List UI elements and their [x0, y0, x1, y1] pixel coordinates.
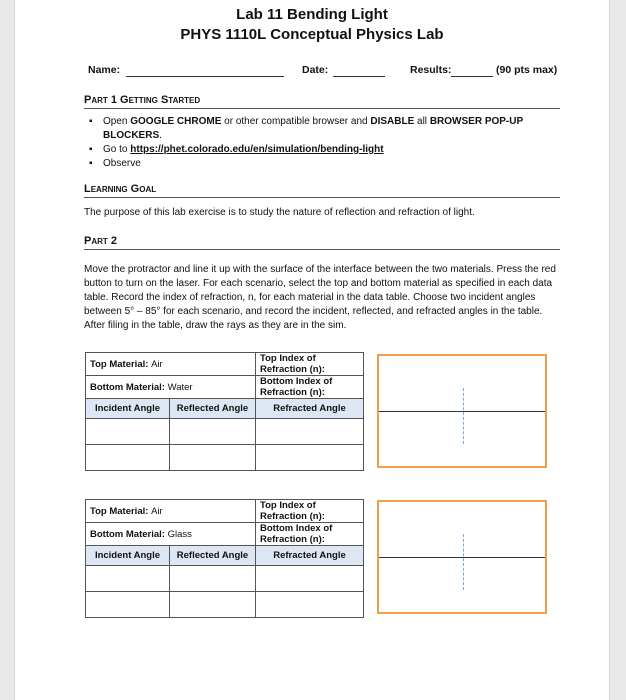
part2-heading: Part 2 [84, 235, 560, 250]
top-material-cell: Top Material: Air [86, 500, 256, 523]
incident-angle-cell[interactable] [86, 566, 170, 592]
reflected-angle-cell[interactable] [170, 419, 256, 445]
data-table-air-water [85, 352, 364, 471]
ray-drawing-box-glass[interactable] [377, 500, 547, 614]
learning-goal-heading: Learning Goal [84, 183, 560, 198]
course-title: PHYS 1110L Conceptual Physics Lab [180, 26, 444, 43]
top-index-cell[interactable]: Top Index of Refraction (n): [256, 500, 364, 523]
reflected-angle-cell[interactable] [170, 592, 256, 618]
bottom-index-cell[interactable]: Bottom Index of Refraction (n): [256, 523, 364, 546]
incident-angle-header: Incident Angle [86, 546, 170, 566]
date-blank[interactable] [333, 76, 385, 77]
refracted-angle-header: Refracted Angle [256, 399, 364, 419]
reflected-angle-cell[interactable] [170, 566, 256, 592]
ray-drawing-box-water[interactable] [377, 354, 547, 468]
incident-angle-header: Incident Angle [86, 399, 170, 419]
incident-angle-cell[interactable] [86, 445, 170, 471]
normal-line [463, 534, 464, 590]
part2-instructions: Move the protractor and line it up with the surface of the interface between the two materials. Press the red button to turn on the laser. For each scenario, select the top and bottom material as specified in each data table. Record the index of refraction, n, for each material in the data table. Choose two incident angles between 5° – 85° for each scenario, and record the incident, reflected, and refracted angles in the table. After filing in the table, draw the rays as they are in the sim. [84, 264, 556, 331]
refracted-angle-cell[interactable] [256, 445, 364, 471]
bottom-index-cell[interactable]: Bottom Index of Refraction (n): [256, 376, 364, 399]
interface-line [379, 411, 545, 412]
points-max: (90 pts max) [496, 64, 558, 76]
left-page-gutter [0, 0, 15, 700]
right-page-gutter [609, 0, 626, 700]
list-item: ▪ Observe [85, 157, 555, 171]
top-index-cell[interactable]: Top Index of Refraction (n): [256, 353, 364, 376]
incident-angle-cell[interactable] [86, 592, 170, 618]
instructions-list [85, 115, 555, 171]
list-item: ▪ Open GOOGLE CHROME or other compatible browser and DISABLE all BROWSER POP-UP BLOCKERS. [85, 115, 555, 143]
refracted-angle-header: Refracted Angle [256, 546, 364, 566]
data-table-air-glass [85, 499, 364, 618]
reflected-angle-header: Reflected Angle [170, 399, 256, 419]
interface-line [379, 557, 545, 558]
normal-line [463, 388, 464, 444]
name-label: Name: [88, 64, 121, 76]
refracted-angle-cell[interactable] [256, 419, 364, 445]
reflected-angle-header: Reflected Angle [170, 546, 256, 566]
list-item: ▪ Go to https://phet.colorado.edu/en/simulation/bending-light [85, 143, 555, 157]
refracted-angle-cell[interactable] [256, 592, 364, 618]
reflected-angle-cell[interactable] [170, 445, 256, 471]
part1-heading: Part 1 Getting Started [84, 94, 560, 109]
name-blank[interactable] [126, 76, 284, 77]
top-material-cell: Top Material: Air [86, 353, 256, 376]
learning-goal-text: The purpose of this lab exercise is to study the nature of reflection and refraction of light. [84, 207, 475, 218]
table-row [86, 566, 364, 592]
table-row [86, 592, 364, 618]
bottom-material-cell: Bottom Material: Glass [86, 523, 256, 546]
results-label: Results: [410, 64, 452, 76]
table-row [86, 445, 364, 471]
phet-link[interactable]: https://phet.colorado.edu/en/simulation/bending-light [130, 144, 384, 155]
table-row [86, 419, 364, 445]
lab-title: Lab 11 Bending Light [236, 6, 388, 23]
student-info-line [88, 64, 558, 80]
document-page [15, 0, 609, 700]
refracted-angle-cell[interactable] [256, 566, 364, 592]
results-blank[interactable] [451, 76, 493, 77]
bottom-material-cell: Bottom Material: Water [86, 376, 256, 399]
incident-angle-cell[interactable] [86, 419, 170, 445]
date-label: Date: [302, 64, 329, 76]
